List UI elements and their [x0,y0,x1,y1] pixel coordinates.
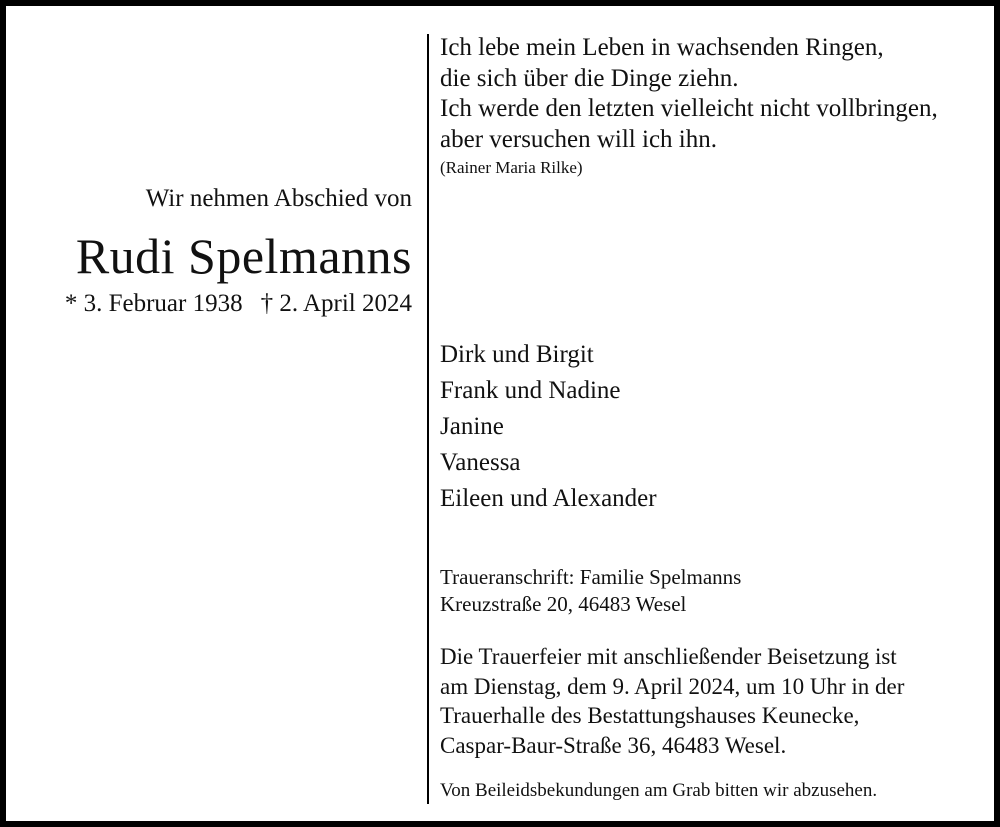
poem [440,33,938,155]
poem-line: Ich werde den letzten vielleicht nicht vollbringen, [440,95,938,122]
deceased-name: Rudi Spelmanns [75,228,412,284]
address-line: Kreuzstraße 20, 46483 Wesel [440,592,687,616]
column-divider [427,34,429,804]
family-member: Vanessa [440,449,521,476]
poem-line: die sich über die Dinge ziehn. [440,64,739,92]
ceremony-line: Die Trauerfeier mit anschließender Beisetzung ist [440,644,897,669]
farewell-intro: Wir nehmen Abschied von [145,185,412,212]
condolence-note: Von Beileidsbekundungen am Grab bitten wir abzusehen. [440,780,878,801]
death-date: † 2. April 2024 [260,290,412,317]
life-dates [65,289,412,319]
birth-date: * 3. Februar 1938 [64,290,243,317]
poem-author: (Rainer Maria Rilke) [440,158,583,177]
ceremony-line: am Dienstag, dem 9. April 2024, um 10 Uhr in der [440,673,905,699]
poem-line: aber versuchen will ich ihn. [440,125,717,153]
poem-line: Ich lebe mein Leben in wachsenden Ringen, [440,34,884,61]
mourning-address [440,564,741,618]
ceremony-line: Caspar-Baur-Straße 36, 46483 Wesel. [440,732,787,758]
ceremony-line: Trauerhalle des Bestattungshauses Keunecke, [440,703,860,728]
family-member: Dirk und Birgit [440,341,594,368]
family-member: Janine [440,413,504,440]
address-line: Traueranschrift: Familie Spelmanns [440,565,742,589]
ceremony-info [440,642,904,760]
family-member: Frank und Nadine [440,377,621,404]
family-member: Eileen und Alexander [440,485,657,512]
family-list [440,337,657,517]
